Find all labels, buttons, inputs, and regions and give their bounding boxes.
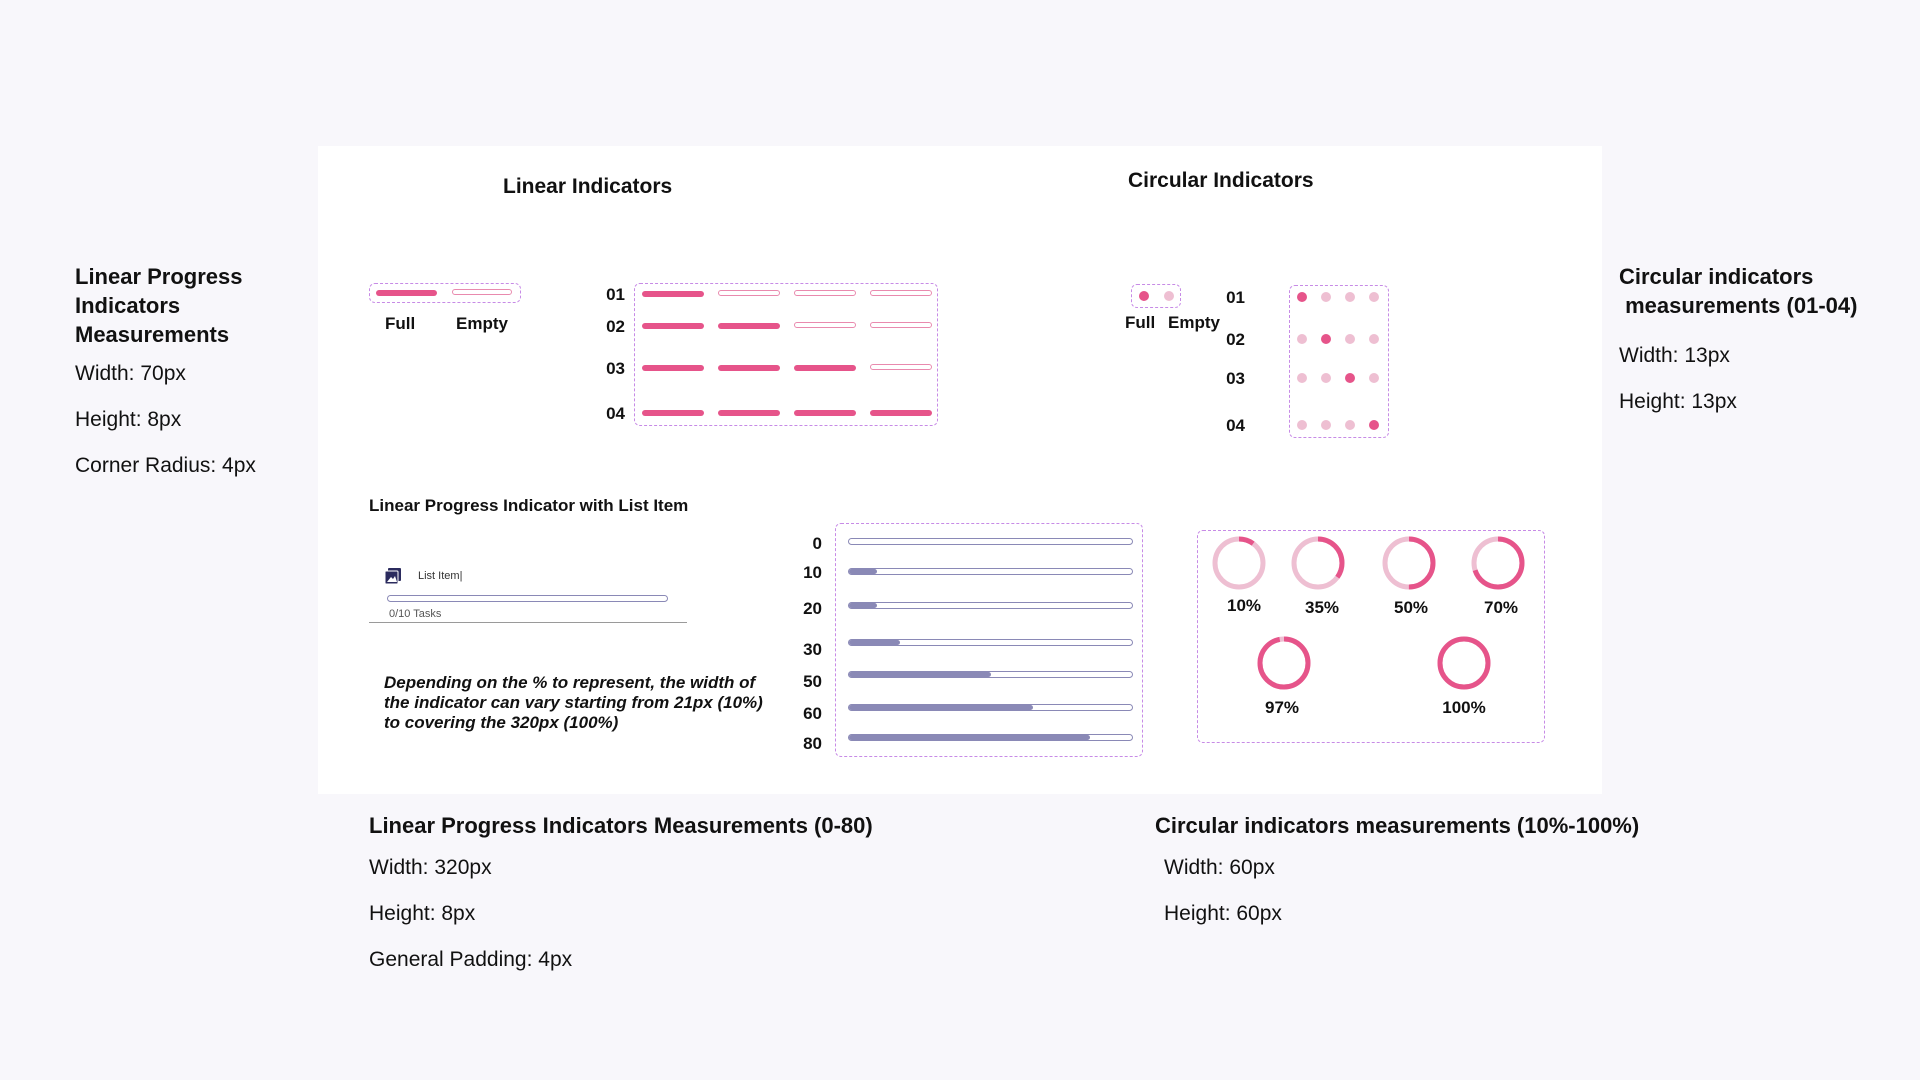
right-note-width: Width: 13px bbox=[1619, 344, 1730, 367]
linear-row-label: 03 bbox=[606, 359, 625, 378]
progress-bar-label: 0 bbox=[812, 534, 822, 553]
progress-ring bbox=[1381, 535, 1437, 591]
circular-row-label: 02 bbox=[1226, 330, 1245, 349]
progress-bar-label: 80 bbox=[803, 734, 822, 753]
progress-ring bbox=[1436, 635, 1492, 691]
progress-bar-fill bbox=[849, 705, 1033, 710]
progress-bar-fill bbox=[849, 640, 900, 645]
left-note-radius: Corner Radius: 4px bbox=[75, 454, 256, 477]
progress-ring bbox=[1256, 635, 1312, 691]
circular-dot bbox=[1321, 420, 1331, 430]
progress-bar-track bbox=[848, 538, 1133, 545]
circular-dot bbox=[1321, 292, 1331, 302]
progress-ring-label: 70% bbox=[1483, 598, 1519, 617]
bottom-left-height: Height: 8px bbox=[369, 902, 476, 925]
circular-legend-full-dot bbox=[1139, 291, 1149, 301]
circular-dot bbox=[1321, 373, 1331, 383]
progress-bar-fill bbox=[849, 735, 1090, 740]
circular-dot bbox=[1345, 420, 1355, 430]
linear-segment-full bbox=[718, 365, 780, 371]
progress-ring-label: 100% bbox=[1442, 698, 1486, 717]
right-note-height: Height: 13px bbox=[1619, 390, 1737, 413]
right-notes-title: Circular indicators measurements (01-04) bbox=[1619, 264, 1858, 318]
bottom-right-title: Circular indicators measurements (10%-100%) bbox=[1155, 813, 1640, 838]
linear-segment-empty bbox=[718, 290, 780, 296]
left-note-width: Width: 70px bbox=[75, 362, 186, 385]
list-item-divider bbox=[369, 622, 687, 623]
linear-indicators-heading: Linear Indicators bbox=[503, 175, 673, 198]
circular-dot bbox=[1297, 373, 1307, 383]
bottom-right-height: Height: 60px bbox=[1164, 902, 1282, 925]
circular-dot bbox=[1297, 420, 1307, 430]
linear-row-label: 02 bbox=[606, 317, 625, 336]
left-notes-title: Linear Progress Indicators Measurements bbox=[75, 264, 243, 347]
progress-ring bbox=[1470, 535, 1526, 591]
linear-segment-full bbox=[642, 410, 704, 416]
progress-ring-label: 50% bbox=[1393, 598, 1429, 617]
circular-legend-empty-label: Empty bbox=[1168, 313, 1220, 332]
progress-bar-track bbox=[848, 671, 1133, 678]
progress-ring-label: 10% bbox=[1226, 596, 1262, 615]
circular-dot bbox=[1369, 334, 1379, 344]
linear-segment-full bbox=[718, 323, 780, 329]
circular-dot bbox=[1297, 334, 1307, 344]
image-icon bbox=[385, 568, 401, 584]
progress-bar-track bbox=[848, 639, 1133, 646]
linear-segment-empty bbox=[794, 290, 856, 296]
circular-legend-full-label: Full bbox=[1125, 313, 1156, 332]
linear-legend-full-label: Full bbox=[385, 314, 416, 333]
circular-indicators-heading: Circular Indicators bbox=[1128, 169, 1314, 192]
linear-segment-empty bbox=[794, 322, 856, 328]
circular-row-label: 01 bbox=[1226, 288, 1245, 307]
bottom-left-title: Linear Progress Indicators Measurements (0-80) bbox=[369, 813, 873, 838]
circular-dot-active bbox=[1297, 292, 1307, 302]
circular-row-label: 03 bbox=[1226, 369, 1245, 388]
linear-row-label: 01 bbox=[606, 285, 625, 304]
circular-dot bbox=[1345, 292, 1355, 302]
progress-ring-label: 35% bbox=[1304, 598, 1340, 617]
progress-bar-label: 30 bbox=[803, 640, 822, 659]
progress-ring bbox=[1290, 535, 1346, 591]
linear-segment-empty bbox=[870, 290, 932, 296]
linear-segment-full bbox=[642, 291, 704, 297]
linear-segment-full bbox=[870, 410, 932, 416]
circular-dot bbox=[1345, 334, 1355, 344]
progress-bar-track bbox=[848, 602, 1133, 609]
progress-bar-label: 60 bbox=[803, 704, 822, 723]
progress-ring bbox=[1211, 535, 1267, 591]
linear-segment-full bbox=[642, 365, 704, 371]
circular-row-label: 04 bbox=[1226, 416, 1245, 435]
linear-segment-full bbox=[794, 365, 856, 371]
circular-dot-active bbox=[1369, 420, 1379, 430]
circular-dot bbox=[1369, 373, 1379, 383]
bottom-left-width: Width: 320px bbox=[369, 856, 492, 879]
progress-bar-fill bbox=[849, 603, 877, 608]
linear-legend-full-pill bbox=[376, 290, 437, 296]
linear-segment-full bbox=[642, 323, 704, 329]
bottom-right-width: Width: 60px bbox=[1164, 856, 1275, 879]
progress-bar-label: 50 bbox=[803, 672, 822, 691]
list-item-tasks: 0/10 Tasks bbox=[389, 608, 442, 620]
progress-bar-track bbox=[848, 704, 1133, 711]
linear-segment-empty bbox=[870, 364, 932, 370]
circular-dot bbox=[1369, 292, 1379, 302]
list-item-progress-track bbox=[387, 595, 668, 602]
progress-bar-track bbox=[848, 734, 1133, 741]
progress-bar-fill bbox=[849, 672, 991, 677]
left-note-height: Height: 8px bbox=[75, 408, 182, 431]
linear-segment-full bbox=[794, 410, 856, 416]
progress-bar-label: 10 bbox=[803, 563, 822, 582]
linear-legend-empty-pill bbox=[452, 289, 512, 295]
circular-rows-frame bbox=[1289, 285, 1389, 438]
circular-dot-active bbox=[1345, 373, 1355, 383]
list-item-description: Depending on the % to represent, the width of the indicator can vary starting from 21px (10%) to covering the 320px (100%) bbox=[384, 673, 763, 732]
linear-row-label: 04 bbox=[606, 404, 625, 423]
linear-legend-empty-label: Empty bbox=[456, 314, 508, 333]
linear-segment-empty bbox=[870, 322, 932, 328]
progress-bar-label: 20 bbox=[803, 599, 822, 618]
linear-segment-full bbox=[718, 410, 780, 416]
circular-dot-active bbox=[1321, 334, 1331, 344]
linear-rows-frame bbox=[634, 283, 938, 426]
progress-ring-label: 97% bbox=[1264, 698, 1300, 717]
circular-legend-empty-dot bbox=[1164, 291, 1174, 301]
progress-bar-track bbox=[848, 568, 1133, 575]
bottom-left-padding: General Padding: 4px bbox=[369, 948, 573, 971]
list-item-heading: Linear Progress Indicator with List Item bbox=[369, 496, 689, 515]
list-item-label: List Item| bbox=[418, 570, 463, 582]
progress-bar-fill bbox=[849, 569, 877, 574]
